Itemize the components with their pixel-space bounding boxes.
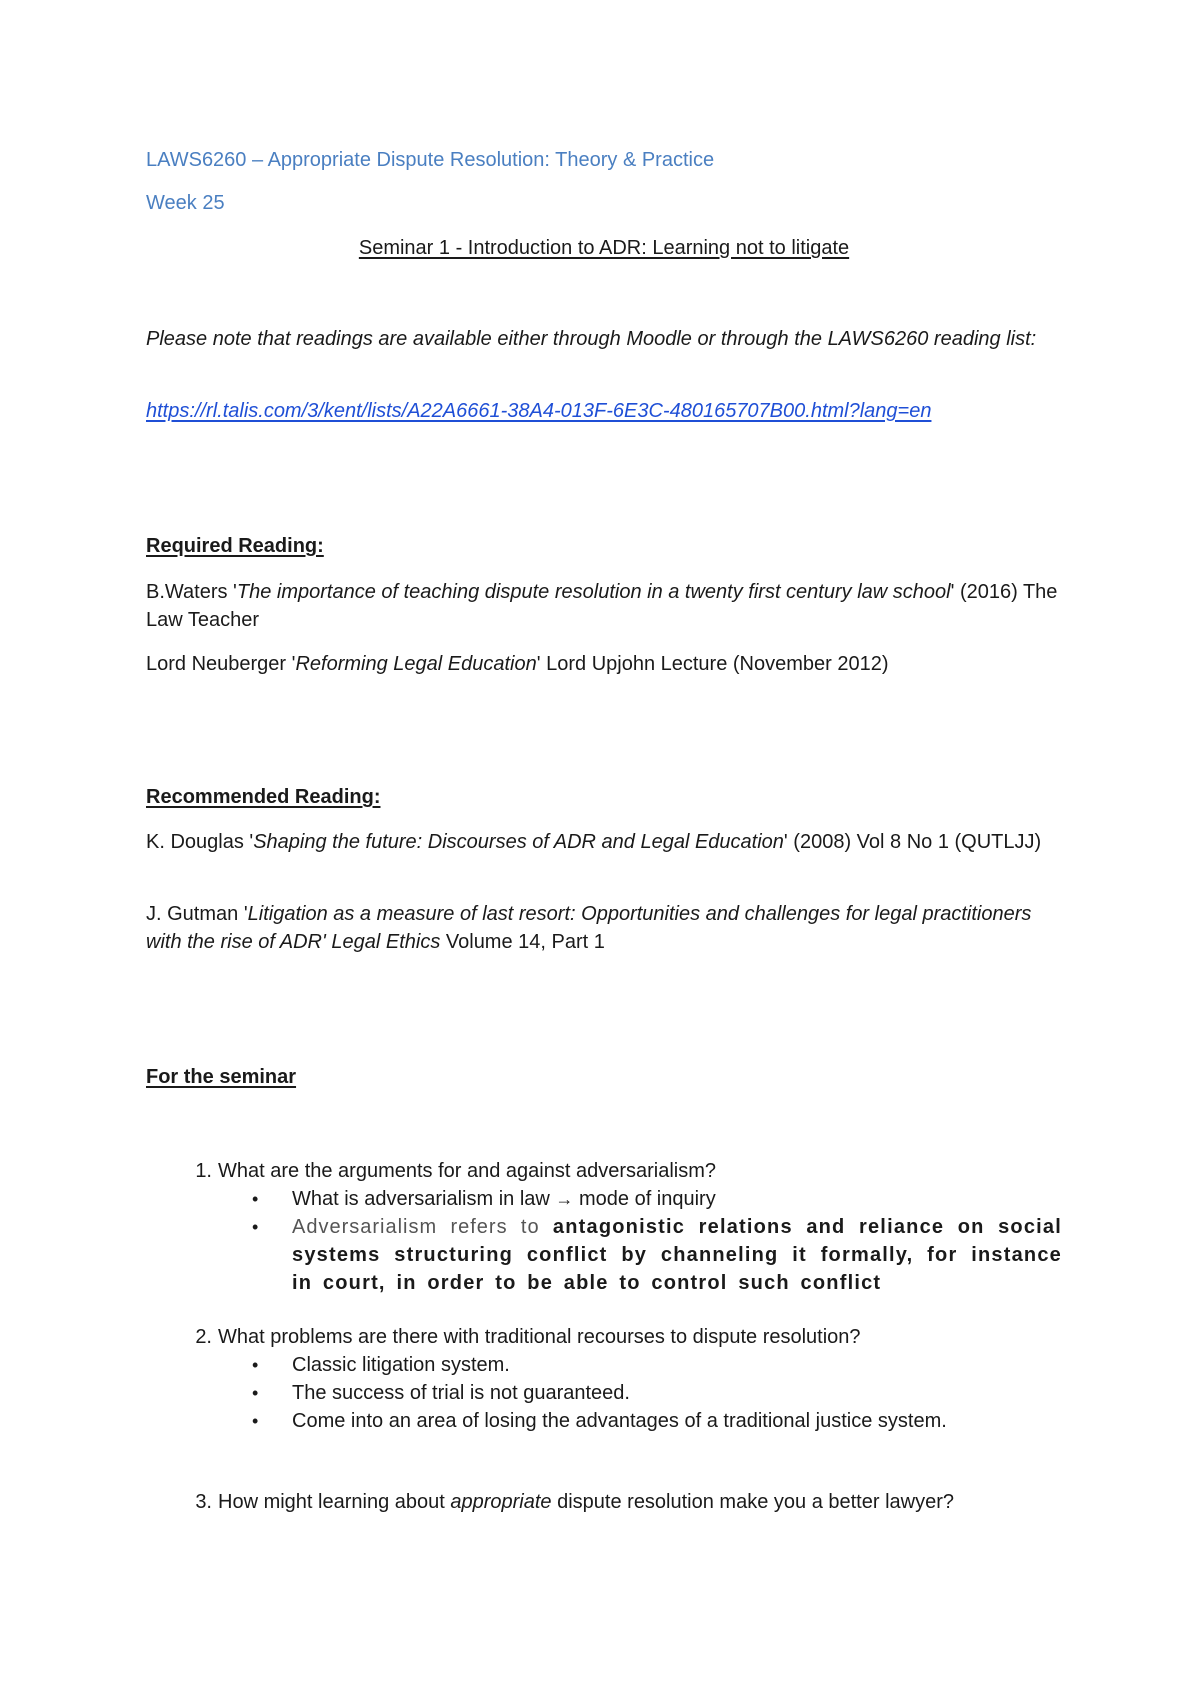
bullet-emphasis: antagonistic relations and reliance on social systems structuring conflict by channeling it formally, for instance in court, in order to be able to control such conflict — [292, 1216, 1062, 1294]
question-1-bullets — [146, 1185, 1062, 1297]
seminar-title: Seminar 1 - Introduction to ADR: Learning not to litigate — [358, 237, 850, 259]
question-number: 3. — [195, 1491, 212, 1513]
question-2-bullets — [146, 1351, 1062, 1435]
question-text — [218, 1488, 1062, 1516]
citation-author: J. Gutman ' — [146, 903, 248, 925]
reading-list-link[interactable]: https://rl.talis.com/3/kent/lists/A22A6661-38A4-013F-6E3C-480165707B00.html?lang=en — [146, 400, 932, 422]
question-emphasis: appropriate — [450, 1491, 552, 1513]
recommended-reading-item — [146, 828, 1062, 856]
question-text: What are the arguments for and against adversarialism? — [218, 1160, 717, 1182]
question-text-part: How might learning about — [218, 1491, 451, 1513]
bullet-text: Adversarialism refers to — [292, 1216, 553, 1238]
citation-source: ' (2008) Vol 8 No 1 (QUTLJJ) — [783, 831, 1042, 853]
citation-author: B.Waters ' — [146, 581, 237, 603]
question-number: 2. — [195, 1326, 212, 1348]
arrow-right-icon: → — [555, 1189, 574, 1209]
citation-author: K. Douglas ' — [146, 831, 254, 853]
recommended-reading-item — [146, 900, 1062, 956]
required-reading-item — [146, 650, 1062, 678]
bullet-text: The success of trial is not guaranteed. — [292, 1382, 630, 1404]
week-label: Week 25 — [146, 192, 225, 214]
bullet-text: What is adversarialism in law — [292, 1188, 556, 1210]
list-item — [146, 1407, 1062, 1435]
citation-title: The importance of teaching dispute resolution in a twenty first century law school — [236, 581, 951, 603]
bullet-text: Classic litigation system. — [292, 1354, 510, 1376]
readings-note: Please note that readings are available either through Moodle or through the LAWS6260 reading list: — [146, 328, 1037, 350]
seminar-heading: For the seminar — [146, 1066, 297, 1088]
required-reading-item — [146, 578, 1062, 634]
question-number: 1. — [195, 1160, 212, 1182]
bullet-icon: • — [252, 1189, 259, 1209]
bullet-icon: • — [252, 1355, 259, 1375]
question-text: What problems are there with traditional recourses to dispute resolution? — [218, 1326, 861, 1348]
citation-source: Volume 14, Part 1 — [440, 931, 605, 953]
course-title: LAWS6260 – Appropriate Dispute Resolution: Theory & Practice — [146, 149, 715, 171]
list-item — [146, 1351, 1062, 1379]
citation-title: Reforming Legal Education — [295, 653, 537, 675]
question-text-part: dispute resolution make you a better lawyer? — [551, 1491, 954, 1513]
required-reading-heading: Required Reading: — [146, 535, 324, 557]
bullet-icon: • — [252, 1383, 259, 1403]
citation-author: Lord Neuberger ' — [146, 653, 296, 675]
citation-source: ' Lord Upjohn Lecture (November 2012) — [536, 653, 889, 675]
list-item — [146, 1185, 1062, 1213]
bullet-icon: • — [252, 1411, 259, 1431]
bullet-icon: • — [252, 1217, 259, 1237]
list-item — [146, 1213, 1062, 1297]
bullet-text: Come into an area of losing the advantages of a traditional justice system. — [292, 1410, 947, 1432]
bullet-text: mode of inquiry — [573, 1188, 716, 1210]
citation-title: Shaping the future: Discourses of ADR and Legal Education — [253, 831, 784, 853]
recommended-reading-heading: Recommended Reading: — [146, 786, 381, 808]
citation-source: ' (2016) The Law Teacher — [146, 581, 1058, 631]
list-item — [146, 1379, 1062, 1407]
citation-title: Litigation as a measure of last resort: Opportunities and challenges for legal practitioners with the rise of ADR' Legal Ethics — [146, 903, 1032, 953]
